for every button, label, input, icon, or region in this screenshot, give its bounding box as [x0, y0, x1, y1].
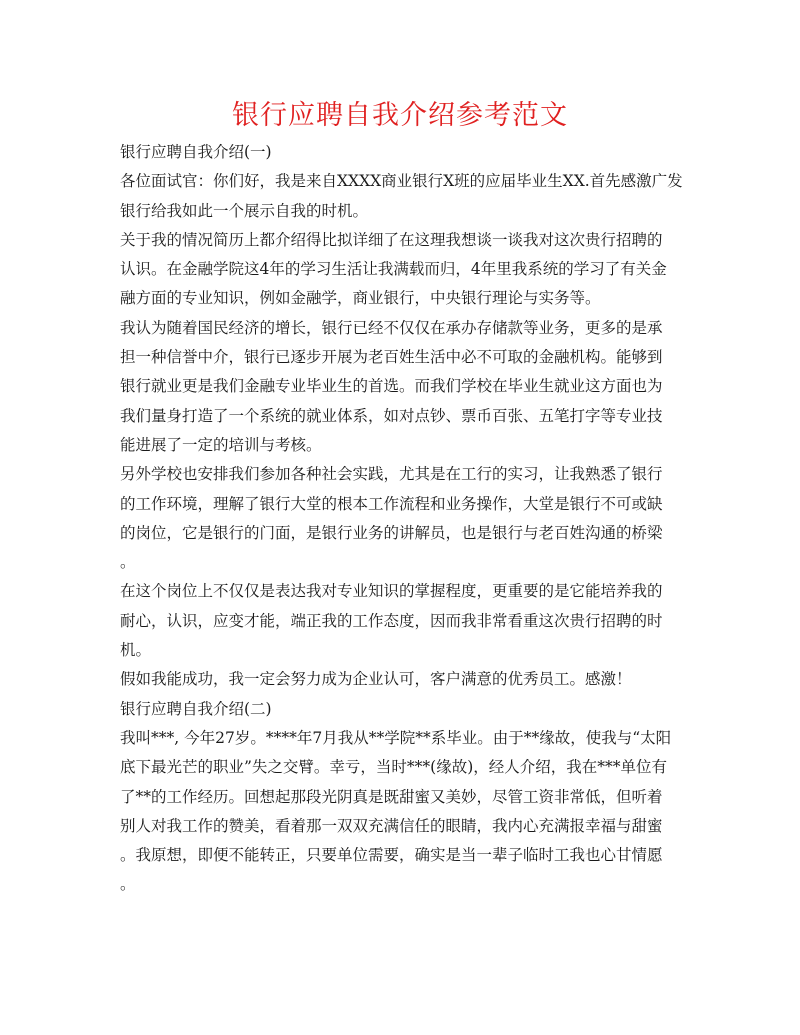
paragraph-line: 。	[120, 875, 136, 894]
paragraph-line: 认识。在金融学院这4年的学习生活让我满载而归，4年里我系统的学习了有关金	[120, 260, 667, 279]
paragraph-line: 融方面的专业知识，例如金融学，商业银行，中央银行理论与实务等。	[120, 289, 601, 308]
paragraph-line: 我叫***, 今年27岁。****年7月我从**学院**系毕业。由于**缘故，使我与“太阳	[120, 728, 672, 747]
section-2	[120, 695, 680, 900]
paragraph-line: 假如我能成功，我一定会努力成为企业认可，客户满意的优秀员工。感激！	[120, 670, 632, 689]
paragraph-line: 银行就业更是我们金融专业毕业生的首选。而我们学校在毕业生就业这方面也为	[120, 377, 663, 396]
paragraph-line: 底下最光芒的职业”失之交臂。幸亏，当时***(缘故)，经人介绍，我在***单位有	[120, 758, 668, 777]
paragraph-line: 银行给我如此一个展示自我的时机。	[120, 201, 369, 220]
paragraph-line: 关于我的情况简历上都介绍得比拟详细了在这理我想谈一谈我对这次贵行招聘的	[120, 230, 663, 249]
paragraph-line: 担一种信誉中介，银行已逐步开展为老百姓生活中必不可取的金融机构。能够到	[120, 348, 663, 367]
document-page	[120, 96, 683, 900]
paragraph-line: 能进展了一定的培训与考核。	[120, 435, 322, 454]
paragraph-line: 了**的工作经历。回想起那段光阴真是既甜蜜又美妙，尽管工资非常低，但听着	[120, 787, 663, 806]
paragraph-line: 我认为随着国民经济的增长，银行已经不仅仅在承办存储款等业务，更多的是承	[120, 318, 663, 337]
paragraph-line: 各位面试官：你们好，我是来自XXXX商业银行X班的应届毕业生XX.首先感激广发	[120, 172, 683, 191]
section-1	[120, 138, 683, 695]
section-heading: 银行应聘自我介绍(二)	[120, 699, 272, 718]
paragraph-line: 的工作环境，理解了银行大堂的根本工作流程和业务操作，大堂是银行不可或缺	[120, 494, 663, 513]
paragraph-line: 机。	[120, 641, 152, 660]
paragraph-line: 别人对我工作的赞美，看着那一双双充满信任的眼睛，我内心充满报幸福与甜蜜	[120, 816, 663, 835]
paragraph-line: 的岗位，它是银行的门面，是银行业务的讲解员，也是银行与老百姓沟通的桥梁	[120, 523, 663, 542]
paragraph-line: 耐心，认识，应变才能，端正我的工作态度，因而我非常看重这次贵行招聘的时	[120, 611, 663, 630]
paragraph-line: 我们量身打造了一个系统的就业体系，如对点钞、票币百张、五笔打字等专业技	[120, 406, 663, 425]
section-heading: 银行应聘自我介绍(一)	[120, 143, 272, 161]
paragraph-line: 在这个岗位上不仅仅是表达我对专业知识的掌握程度，更重要的是它能培养我的	[120, 582, 663, 601]
paragraph-line: 另外学校也安排我们参加各种社会实践，尤其是在工行的实习，让我熟悉了银行	[120, 465, 663, 484]
paragraph-line: 。我原想，即便不能转正，只要单位需要，确实是当一辈子临时工我也心甘情愿	[120, 846, 663, 865]
paragraph-line: 。	[120, 553, 136, 572]
document-title: 银行应聘自我介绍参考范文	[232, 100, 568, 131]
